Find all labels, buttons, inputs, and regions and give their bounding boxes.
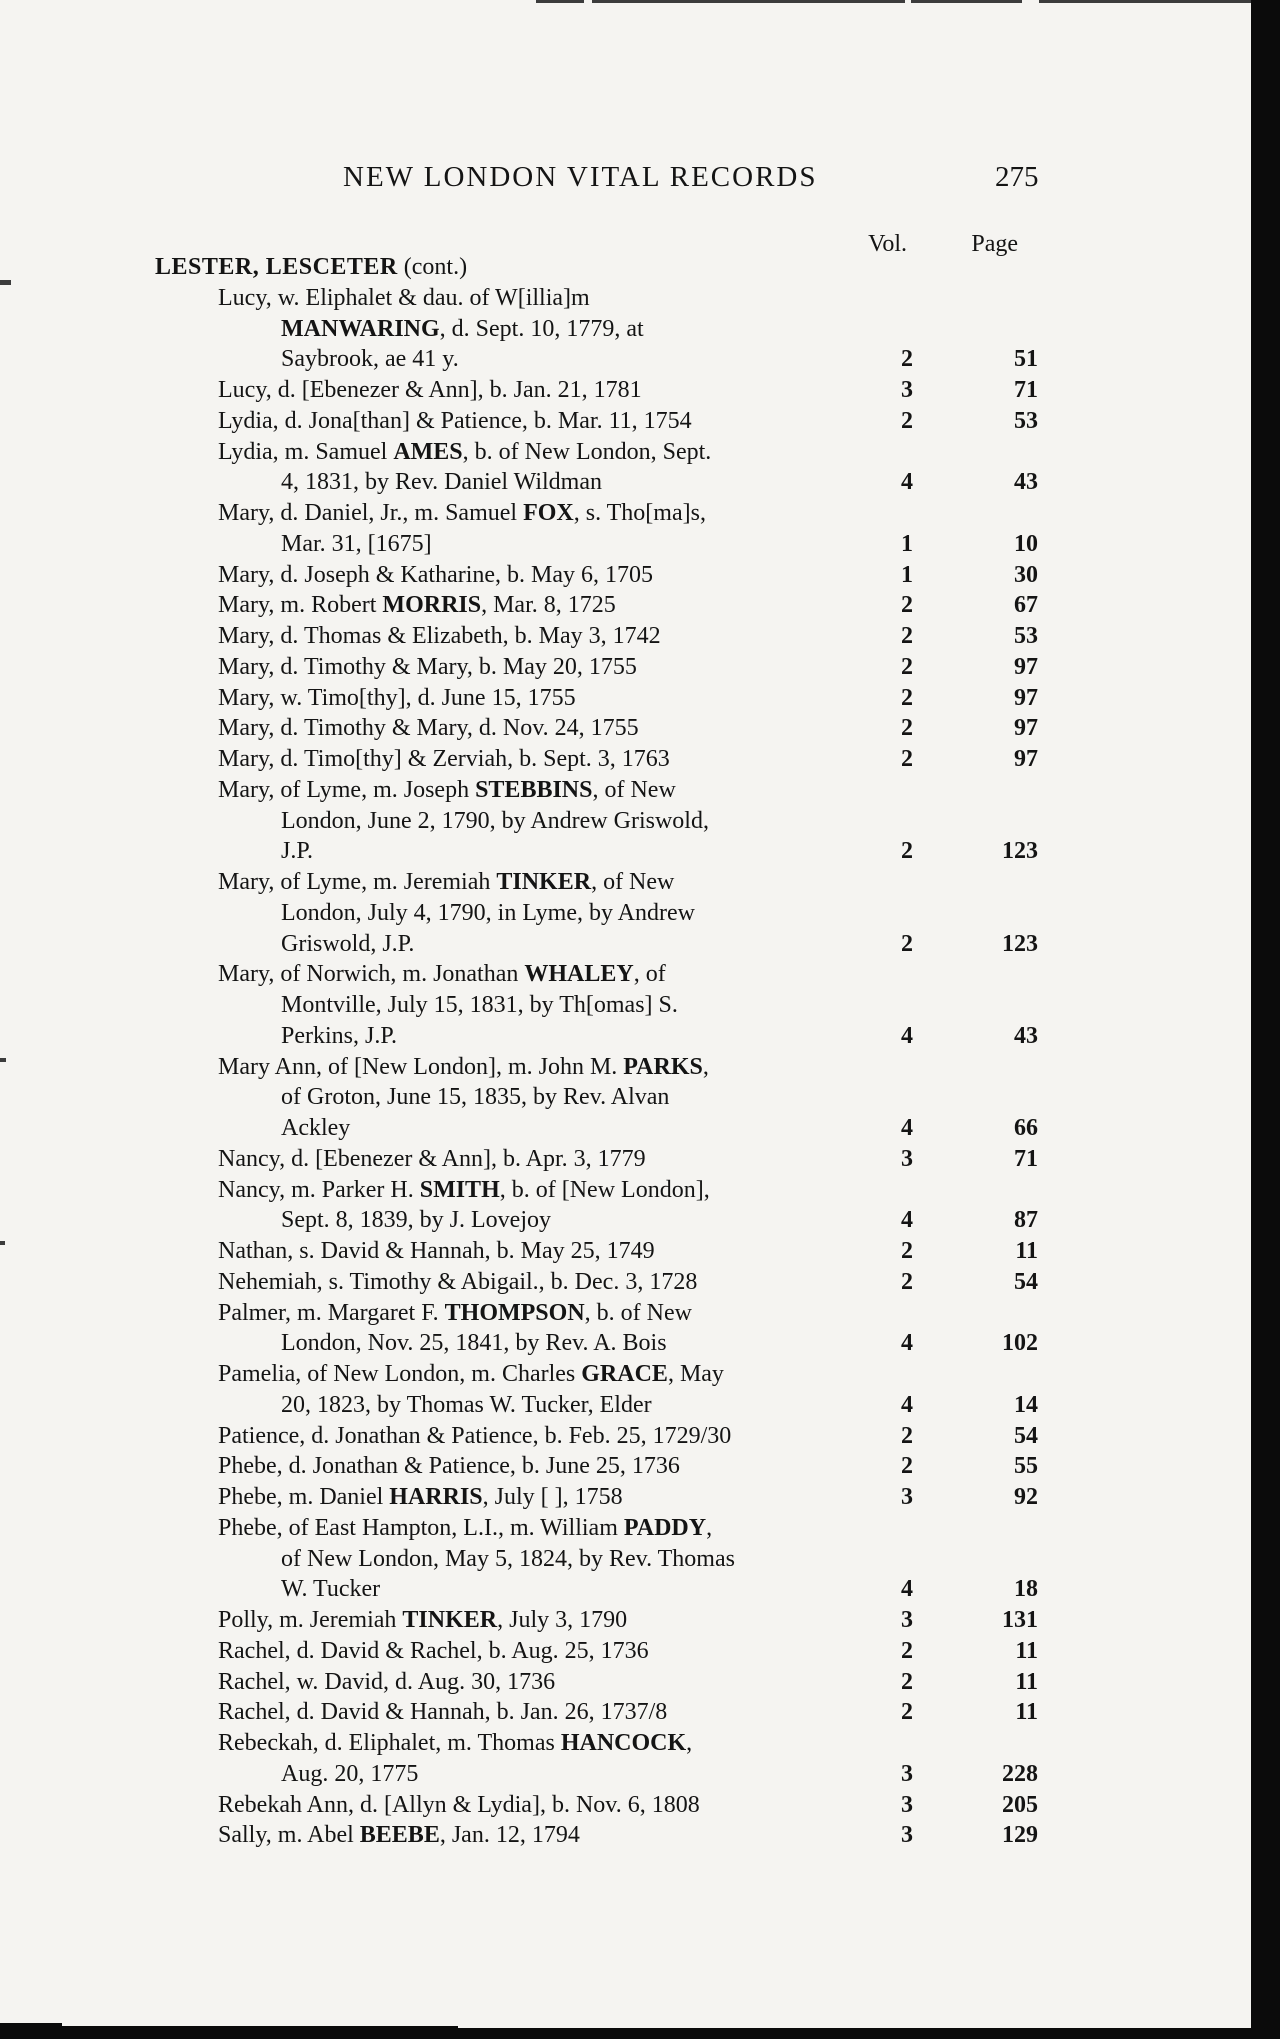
surname-section-heading: [155, 252, 1038, 283]
entry-text-segment: , b. of New London, Sept.: [462, 438, 712, 465]
entry-text-segment: Mary, of Lyme, m. Joseph: [218, 776, 476, 803]
entry-text-segment: Sept. 8, 1839, by J. Lovejoy: [281, 1207, 551, 1234]
scan-line-top: [592, 0, 905, 3]
entry-vol: 1: [901, 530, 913, 557]
entry-vol: 2: [901, 930, 913, 957]
record-entry: [155, 406, 1038, 437]
entry-page: 14: [1014, 1391, 1038, 1418]
entry-page: 53: [1014, 623, 1038, 649]
entry-page: 30: [1014, 561, 1038, 588]
entry-text-segment: Ackley: [281, 1115, 351, 1141]
entry-page: 67: [1014, 592, 1038, 619]
entry-text: [155, 1298, 835, 1360]
entry-page: 51: [1014, 346, 1038, 373]
surname-bold: GRACE: [581, 1361, 668, 1387]
entry-vol: 2: [901, 1699, 913, 1726]
record-entry: [155, 775, 1038, 867]
record-entry: [155, 560, 1038, 591]
entry-page: 66: [1014, 1115, 1038, 1141]
entry-vol: 3: [901, 1145, 913, 1172]
entry-text-segment: Mary, of Norwich, m. Jonathan: [218, 961, 525, 988]
record-entry: [155, 1482, 1038, 1513]
entry-text-segment: Aug. 20, 1775: [281, 1760, 419, 1787]
entry-text: [155, 744, 835, 775]
entry-text-segment: 4, 1831, by Rev. Daniel Wildman: [281, 469, 602, 496]
entry-page: 97: [1014, 653, 1038, 680]
entry-text-segment: Lucy, d. [Ebenezer & Ann], b. Jan. 21, 1781: [218, 377, 642, 403]
entry-page: 71: [1014, 377, 1038, 403]
entry-page: 55: [1014, 1453, 1038, 1480]
entry-text-segment: , b. of [New London],: [499, 1176, 710, 1203]
entry-page: 102: [1002, 1330, 1038, 1357]
entry-text: [155, 1052, 835, 1144]
entry-text-segment: Rachel, d. David & Hannah, b. Jan. 26, 1737/8: [218, 1699, 668, 1726]
entry-vol: 2: [901, 746, 913, 772]
record-entry: [155, 437, 1038, 499]
entry-text-segment: Montville, July 15, 1831, by Th[omas] S.: [281, 992, 678, 1018]
surname-bold: THOMPSON: [444, 1299, 585, 1326]
entry-text-segment: Pamelia, of New London, m. Charles: [218, 1361, 582, 1387]
entry-text: [155, 375, 835, 406]
entry-page: 92: [1014, 1484, 1038, 1510]
scan-edge-bottom: [0, 2028, 1280, 2039]
surname-bold: WHALEY: [524, 961, 634, 988]
entry-text-segment: Nathan, s. David & Hannah, b. May 25, 1749: [218, 1238, 655, 1264]
surname-bold: PADDY: [623, 1514, 707, 1541]
entry-text: [155, 621, 835, 652]
entry-vol: 2: [901, 1668, 913, 1695]
surname-bold: TINKER: [402, 1607, 498, 1633]
entry-text: [155, 1267, 835, 1298]
surname-bold: MANWARING: [281, 315, 440, 342]
entry-text-segment: Rebeckah, d. Eliphalet, m. Thomas: [218, 1730, 561, 1756]
entry-text-segment: Sally, m. Abel: [218, 1822, 360, 1849]
entry-text-segment: , b. of New: [584, 1299, 692, 1326]
entry-vol: 2: [901, 592, 913, 619]
entry-page: 71: [1014, 1145, 1038, 1172]
entry-text: [155, 560, 835, 591]
surname-heading-cont: (cont.): [397, 254, 468, 280]
record-entry: [155, 1605, 1038, 1636]
record-entry: [155, 1175, 1038, 1237]
entry-text: [155, 437, 835, 499]
record-entry: [155, 1421, 1038, 1452]
entry-page: 131: [1002, 1607, 1038, 1633]
entry-text: [155, 652, 835, 683]
entry-text-segment: London, June 2, 1790, by Andrew Griswold,: [281, 807, 709, 834]
surname-bold: BEEBE: [359, 1822, 440, 1849]
scan-speck: [0, 280, 11, 285]
surname-bold: MORRIS: [382, 592, 482, 619]
entry-text-segment: ,: [686, 1730, 693, 1756]
entry-text-segment: Phebe, m. Daniel: [218, 1484, 390, 1510]
entry-page: 97: [1014, 715, 1038, 742]
entry-page: 54: [1014, 1422, 1038, 1449]
entry-vol: 4: [901, 469, 913, 496]
entry-text-segment: , July 3, 1790: [497, 1607, 628, 1633]
entry-vol: 2: [901, 684, 913, 711]
entry-text: [155, 959, 835, 1051]
scan-edge-right: [1251, 0, 1280, 2039]
entry-text: [155, 283, 835, 375]
entry-page: 43: [1014, 1022, 1038, 1049]
entry-text: [155, 1359, 835, 1421]
entry-text: [155, 1144, 835, 1175]
entry-text: [155, 1513, 835, 1605]
entry-text: [155, 590, 835, 621]
record-entry: [155, 1052, 1038, 1144]
entry-text-segment: , May: [667, 1361, 724, 1387]
record-entry: [155, 713, 1038, 744]
entry-text-segment: London, July 4, 1790, in Lyme, by Andrew: [281, 899, 695, 926]
scan-line-top: [536, 0, 584, 3]
entry-page: 11: [1015, 1238, 1038, 1264]
entry-text: [155, 1482, 835, 1513]
entry-text-segment: , of New: [591, 869, 675, 895]
surname-bold: FOX: [523, 500, 574, 526]
entry-text-segment: Mary, d. Thomas & Elizabeth, b. May 3, 1742: [218, 623, 661, 649]
entry-text-segment: Mary, d. Timothy & Mary, b. May 20, 1755: [218, 653, 637, 680]
entry-text-segment: Lucy, w. Eliphalet & dau. of W[illia]m: [218, 284, 590, 311]
entry-vol: 4: [901, 1207, 913, 1234]
record-entry: [155, 1513, 1038, 1605]
record-entry: [155, 1636, 1038, 1667]
record-entry: [155, 1728, 1038, 1790]
entry-page: 43: [1014, 469, 1038, 496]
surname-bold: STEBBINS: [475, 776, 593, 803]
entry-text-segment: , of: [633, 961, 666, 988]
entry-text-segment: Mar. 31, [1675]: [281, 530, 432, 557]
entry-vol: 2: [901, 407, 913, 434]
entry-text-segment: Mary, of Lyme, m. Jeremiah: [218, 869, 497, 895]
entry-page: 123: [1002, 838, 1038, 865]
entry-text-segment: W. Tucker: [281, 1576, 381, 1603]
entry-vol: 4: [901, 1330, 913, 1357]
entry-text-segment: J.P.: [281, 838, 314, 865]
entry-text-segment: Mary, d. Timo[thy] & Zerviah, b. Sept. 3, 1763: [218, 746, 670, 772]
vol-column-header: Vol.: [868, 231, 907, 257]
entry-text-segment: Nancy, m. Parker H.: [218, 1176, 420, 1203]
entry-text-segment: Polly, m. Jeremiah: [218, 1607, 403, 1633]
surname-bold: PARKS: [623, 1053, 703, 1080]
record-entry: [155, 1236, 1038, 1267]
entry-text: [155, 1820, 835, 1851]
entry-text: [155, 713, 835, 744]
entry-text-segment: Nancy, d. [Ebenezer & Ann], b. Apr. 3, 1779: [218, 1145, 646, 1172]
entry-text-segment: Mary Ann, of [New London], m. John M.: [218, 1053, 624, 1080]
scan-line-top: [1039, 0, 1280, 3]
entry-text-segment: , Jan. 12, 1794: [439, 1822, 580, 1849]
entry-text: [155, 683, 835, 714]
record-entry: [155, 375, 1038, 406]
entry-text-segment: Mary, m. Robert: [218, 592, 383, 619]
entry-vol: 3: [901, 1760, 913, 1787]
entry-page: 11: [1015, 1668, 1038, 1695]
record-entry: [155, 1144, 1038, 1175]
entry-text-segment: Griswold, J.P.: [281, 930, 415, 957]
entry-vol: 3: [901, 1822, 913, 1849]
surname-bold: HARRIS: [389, 1484, 483, 1510]
entry-text-segment: Mary, w. Timo[thy], d. June 15, 1755: [218, 684, 576, 711]
entry-page: 11: [1015, 1699, 1038, 1726]
record-entry: [155, 1667, 1038, 1698]
page-number: 275: [995, 161, 1039, 193]
entry-vol: 3: [901, 1791, 913, 1818]
entry-vol: 2: [901, 1238, 913, 1264]
entry-text-segment: London, Nov. 25, 1841, by Rev. A. Bois: [281, 1330, 667, 1357]
entry-page: 18: [1014, 1576, 1038, 1603]
entry-vol: 4: [901, 1022, 913, 1049]
entry-text-segment: Palmer, m. Margaret F.: [218, 1299, 445, 1326]
entry-vol: 2: [901, 623, 913, 649]
entry-text-segment: of Groton, June 15, 1835, by Rev. Alvan: [281, 1084, 670, 1111]
entry-text-segment: , July [ ], 1758: [482, 1484, 623, 1510]
scan-line-top: [911, 0, 1022, 3]
entry-vol: 2: [901, 1637, 913, 1664]
record-entry: [155, 1790, 1038, 1821]
record-entry: [155, 498, 1038, 560]
entry-page: 129: [1002, 1822, 1038, 1849]
entry-text: [155, 1697, 835, 1728]
entry-text-segment: 20, 1823, by Thomas W. Tucker, Elder: [281, 1391, 652, 1418]
entry-text-segment: Phebe, of East Hampton, L.I., m. William: [218, 1514, 624, 1541]
entry-text: [155, 406, 835, 437]
entry-vol: 2: [901, 1453, 913, 1480]
surname-heading-bold: LESTER, LESCETER: [155, 254, 398, 280]
entry-vol: 2: [901, 838, 913, 865]
entry-text-segment: Lydia, m. Samuel: [218, 438, 394, 465]
entry-text: [155, 1790, 835, 1821]
entry-text-segment: Phebe, d. Jonathan & Patience, b. June 25, 1736: [218, 1453, 680, 1480]
entry-text: [155, 498, 835, 560]
entry-text: [155, 1421, 835, 1452]
entry-text-segment: Patience, d. Jonathan & Patience, b. Feb. 25, 1729/30: [218, 1422, 732, 1449]
record-entry: [155, 621, 1038, 652]
entry-text: [155, 1175, 835, 1237]
entry-vol: 2: [901, 653, 913, 680]
entries-container: [155, 283, 1038, 1851]
record-entry: [155, 1359, 1038, 1421]
entry-text-segment: Mary, d. Timothy & Mary, d. Nov. 24, 1755: [218, 715, 639, 742]
entry-page: 97: [1014, 746, 1038, 772]
scan-speck: [0, 1058, 6, 1062]
entry-text-segment: , of New: [592, 776, 676, 803]
entry-vol: 2: [901, 346, 913, 373]
page-title: NEW LONDON VITAL RECORDS: [343, 161, 818, 193]
entry-text-segment: Rachel, d. David & Rachel, b. Aug. 25, 1736: [218, 1637, 649, 1664]
entry-text-segment: Mary, d. Joseph & Katharine, b. May 6, 1705: [218, 561, 654, 588]
entry-text-segment: , Mar. 8, 1725: [481, 592, 616, 619]
entry-vol: 2: [901, 1268, 913, 1295]
entry-page: 87: [1014, 1207, 1038, 1234]
record-entry: [155, 283, 1038, 375]
entry-page: 123: [1002, 930, 1038, 957]
entry-vol: 3: [901, 377, 913, 403]
record-entry: [155, 959, 1038, 1051]
entry-page: 11: [1015, 1637, 1038, 1664]
entry-text: [155, 1667, 835, 1698]
record-entry: [155, 1267, 1038, 1298]
entry-vol: 2: [901, 1422, 913, 1449]
record-entry: [155, 1697, 1038, 1728]
entry-vol: 3: [901, 1607, 913, 1633]
entry-text-segment: Nehemiah, s. Timothy & Abigail., b. Dec. 3, 1728: [218, 1268, 698, 1295]
record-entry: [155, 867, 1038, 959]
entry-text-segment: ,: [706, 1514, 713, 1541]
entry-text-segment: Mary, d. Daniel, Jr., m. Samuel: [218, 500, 524, 526]
record-entry: [155, 1451, 1038, 1482]
surname-bold: HANCOCK: [560, 1730, 687, 1756]
entry-text: [155, 867, 835, 959]
entry-page: 228: [1002, 1760, 1038, 1787]
entry-text: [155, 1236, 835, 1267]
entry-text-segment: , d. Sept. 10, 1779, at: [439, 315, 644, 342]
scan-speck: [0, 1241, 5, 1245]
records-list: [155, 252, 1038, 1851]
record-entry: [155, 1298, 1038, 1360]
entry-text: [155, 1636, 835, 1667]
entry-text: [155, 775, 835, 867]
entry-text: [155, 1451, 835, 1482]
entry-text-segment: Rachel, w. David, d. Aug. 30, 1736: [218, 1668, 556, 1695]
record-entry: [155, 590, 1038, 621]
entry-page: 205: [1002, 1791, 1038, 1818]
entry-text-segment: Rebekah Ann, d. [Allyn & Lydia], b. Nov. 6, 1808: [218, 1791, 700, 1818]
entry-text-segment: ,: [702, 1053, 709, 1080]
entry-text-segment: Perkins, J.P.: [281, 1022, 398, 1049]
entry-text-segment: of New London, May 5, 1824, by Rev. Thomas: [281, 1545, 735, 1572]
entry-vol: 4: [901, 1391, 913, 1418]
surname-bold: SMITH: [419, 1176, 500, 1203]
entry-vol: 1: [901, 561, 913, 588]
record-entry: [155, 1820, 1038, 1851]
surname-bold: AMES: [393, 438, 463, 465]
entry-vol: 4: [901, 1576, 913, 1603]
record-entry: [155, 744, 1038, 775]
entry-page: 53: [1014, 407, 1038, 434]
entry-text-segment: , s. Tho[ma]s,: [573, 500, 706, 526]
entry-page: 54: [1014, 1268, 1038, 1295]
entry-vol: 2: [901, 715, 913, 742]
record-entry: [155, 652, 1038, 683]
entry-page: 97: [1014, 684, 1038, 711]
entry-vol: 4: [901, 1115, 913, 1141]
surname-bold: TINKER: [496, 869, 592, 895]
entry-text-segment: Saybrook, ae 41 y.: [281, 346, 459, 373]
entry-text: [155, 1605, 835, 1636]
entry-vol: 3: [901, 1484, 913, 1510]
page-column-header: Page: [971, 231, 1018, 257]
entry-page: 10: [1014, 530, 1038, 557]
entry-text-segment: Lydia, d. Jona[than] & Patience, b. Mar. 11, 1754: [218, 407, 692, 434]
entry-text: [155, 1728, 835, 1790]
record-entry: [155, 683, 1038, 714]
